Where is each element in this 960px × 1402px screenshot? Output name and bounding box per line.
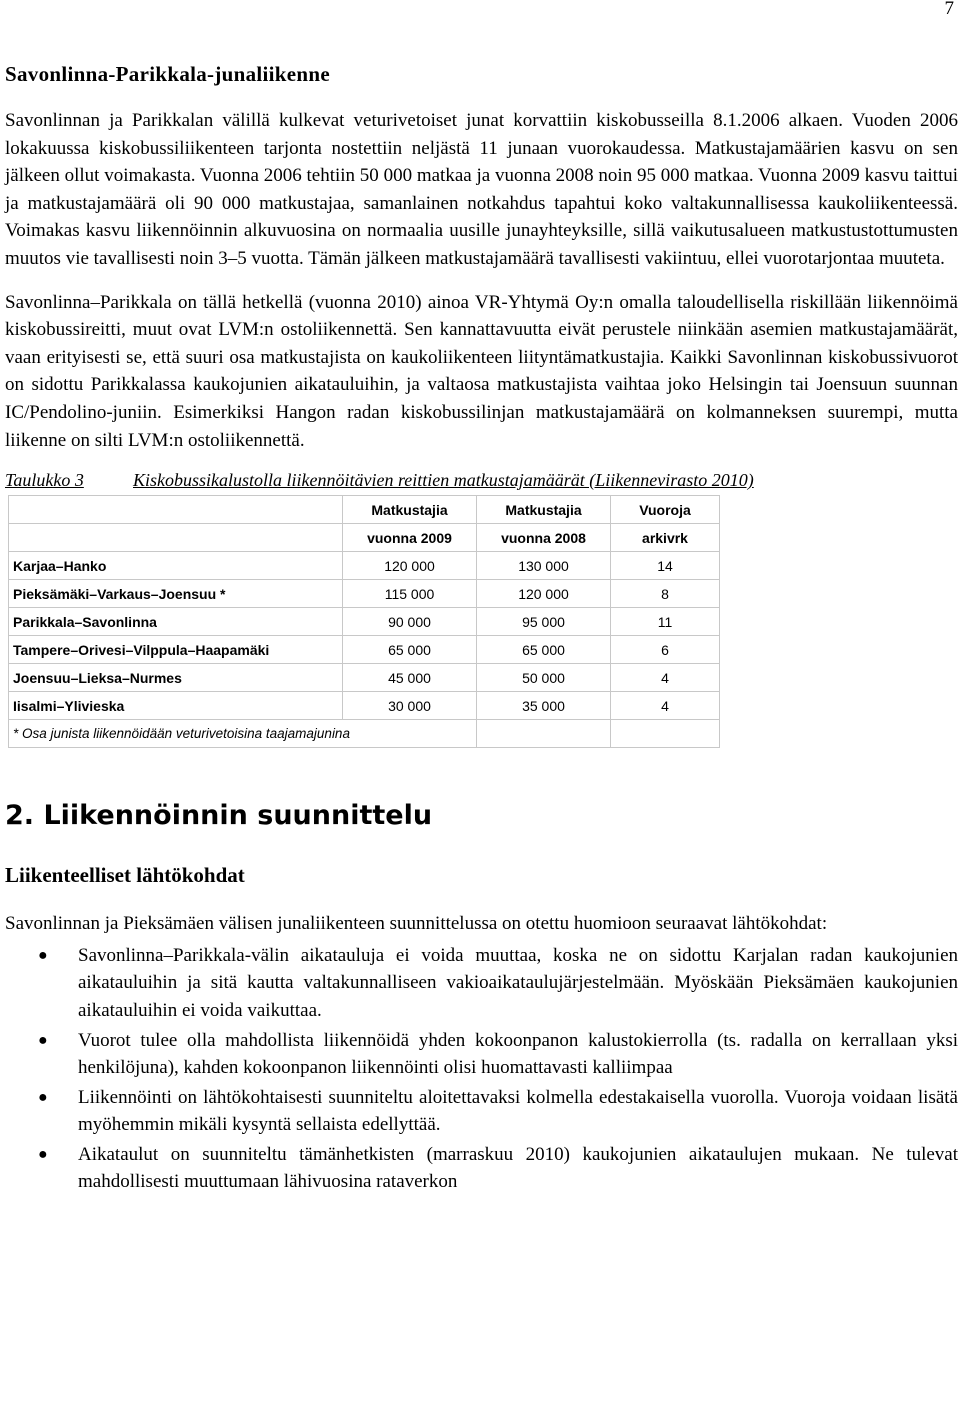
chapter-heading: 2. Liikennöinnin suunnittelu (5, 800, 433, 832)
header-cell: Matkustajia (477, 496, 611, 524)
header-cell (9, 496, 343, 524)
header-cell: vuonna 2009 (343, 524, 477, 552)
empty-cell (477, 720, 611, 748)
value-cell: 120 000 (343, 552, 477, 580)
bullet-list (5, 942, 958, 1196)
route-cell: Iisalmi–Ylivieska (9, 692, 343, 720)
passenger-table (8, 495, 720, 748)
header-cell: vuonna 2008 (477, 524, 611, 552)
value-cell: 65 000 (477, 636, 611, 664)
paragraph: Savonlinnan ja Pieksämäen välisen junaliikenteen suunnittelussa on otettu huomioon seuraavat lähtökohdat: (5, 913, 828, 935)
value-cell: 8 (611, 580, 720, 608)
route-cell: Joensuu–Lieksa–Nurmes (9, 664, 343, 692)
list-item (38, 1027, 958, 1082)
bullet-icon: ● (38, 946, 48, 964)
value-cell: 11 (611, 608, 720, 636)
route-cell: Tampere–Orivesi–Vilppula–Haapamäki (9, 636, 343, 664)
list-item (38, 942, 958, 1025)
bullet-icon: ● (38, 1145, 48, 1163)
section-heading: Savonlinna-Parikkala-junaliikenne (5, 62, 330, 86)
table-caption (5, 470, 958, 491)
value-cell: 35 000 (477, 692, 611, 720)
bullet-icon: ● (38, 1031, 48, 1049)
subsection-heading: Liikenteelliset lähtökohdat (5, 863, 245, 888)
table-header-row (9, 524, 720, 552)
table-row (9, 580, 720, 608)
value-cell: 4 (611, 664, 720, 692)
table-footnote: * Osa junista liikennöidään veturivetoisina taajamajunina (9, 720, 477, 748)
list-item-text: Vuorot tulee olla mahdollista liikennöidä yhden kokoonpanon kalustokierrolla (ts. radalla on kerrallaan yksi henkilöjuna), kahden kokoonpanon liikennöinti olisi huomattavasti kalliimpaa (78, 1029, 958, 1079)
table-row (9, 636, 720, 664)
bullet-icon: ● (38, 1088, 48, 1106)
value-cell: 50 000 (477, 664, 611, 692)
value-cell: 6 (611, 636, 720, 664)
table-row (9, 608, 720, 636)
table-row (9, 552, 720, 580)
list-item-text: Liikennöinti on lähtökohtaisesti suunniteltu aloitettavaksi kolmella edestakaisella vuorolla. Vuoroja voidaan lisätä myöhemmin mikäli kysyntä sellaista edellyttää. (78, 1086, 958, 1136)
value-cell: 115 000 (343, 580, 477, 608)
document-body (5, 62, 958, 1198)
route-cell: Karjaa–Hanko (9, 552, 343, 580)
header-cell: Matkustajia (343, 496, 477, 524)
list-item (38, 1084, 958, 1139)
header-cell: Vuoroja (611, 496, 720, 524)
table-header-row (9, 496, 720, 524)
paragraph: Savonlinnan ja Parikkalan välillä kulkevat veturivetoiset junat korvattiin kiskobusseilla 8.1.2006 alkaen. Vuoden 2006 lokakuussa kiskobussiliikenteen tarjonta nostettiin neljästä 11 junaan vuorokaudessa. Matkustajamäärien kasvu on sen jälkeen ollut voimakasta. Vuonna 2006 tehtiin 50 000 matkaa ja vuonna 2008 noin 95 000 matkaa. Vuonna 2009 kasvu taittui ja matkustajamäärä oli 90 000 matkustajaa, samanlainen notkahdus tapahtui koko valtakunnallisessa kaukoliikenteessä. Voimakas kasvu liikennöinnin alkuvuosina on normaalia uusille junayhteyksille, sillä vaikutusalueen matkustustottumusten muutos vie tavallisesti noin 3–5 vuotta. Tämän jälkeen matkustajamäärä tavallisesti vakiintuu, ellei vuorotarjontaa muuteta. (5, 110, 958, 269)
value-cell: 90 000 (343, 608, 477, 636)
route-cell: Pieksämäki–Varkaus–Joensuu * (9, 580, 343, 608)
table-row (9, 692, 720, 720)
header-cell (9, 524, 343, 552)
page-number: 7 (944, 0, 954, 19)
list-item (38, 1141, 958, 1196)
value-cell: 130 000 (477, 552, 611, 580)
paragraph: Savonlinna–Parikkala on tällä hetkellä (vuonna 2010) ainoa VR-Yhtymä Oy:n omalla taloudellisella riskillään liikennöimä kiskobussireitti, muut ovat LVM:n ostoliikennettä. Sen kannattavuutta eivät perustele niinkään asemien matkustajamäärät, vaan erityisesti se, että suuri osa matkustajista on kaukoliikenteen liityntämatkustajia. Kaikki Savonlinnan kiskobussivuorot on sidottu Parikkalassa kaukojunien aikatauluihin, ja valtaosa matkustajista vaihtaa joko Helsingin tai Joensuun suunnan IC/Pendolino-juniin. Esimerkiksi Hangon radan kiskobussilinjan matkustajamäärä on kolmanneksen suurempi, mutta liikenne on silti LVM:n ostoliikennettä. (5, 291, 958, 451)
value-cell: 95 000 (477, 608, 611, 636)
route-cell: Parikkala–Savonlinna (9, 608, 343, 636)
table-row (9, 664, 720, 692)
empty-cell (611, 720, 720, 748)
value-cell: 65 000 (343, 636, 477, 664)
table-caption-label: Taulukko 3 (5, 470, 84, 491)
list-item-text: Aikataulut on suunniteltu tämänhetkisten (marraskuu 2010) kaukojunien aikataulujen mukaan. Ne tulevat mahdollisesti muuttumaan lähivuosina rataverkon (78, 1143, 958, 1193)
list-item-text: Savonlinna–Parikkala-välin aikatauluja ei voida muuttaa, koska ne on sidottu Karjalan radan kaukojunien aikatauluihin ja sitä kautta valtakunnalliseen vakioaikataulujärjestelmään. Myöskään Pieksämäen kaukojunien aikatauluihin ei voida vaikuttaa. (78, 944, 958, 1021)
value-cell: 120 000 (477, 580, 611, 608)
value-cell: 45 000 (343, 664, 477, 692)
table-footnote-row (9, 720, 720, 748)
value-cell: 30 000 (343, 692, 477, 720)
value-cell: 4 (611, 692, 720, 720)
value-cell: 14 (611, 552, 720, 580)
header-cell: arkivrk (611, 524, 720, 552)
table-caption-text: Kiskobussikalustolla liikennöitävien reittien matkustajamäärät (Liikennevirasto 2010) (133, 470, 754, 491)
